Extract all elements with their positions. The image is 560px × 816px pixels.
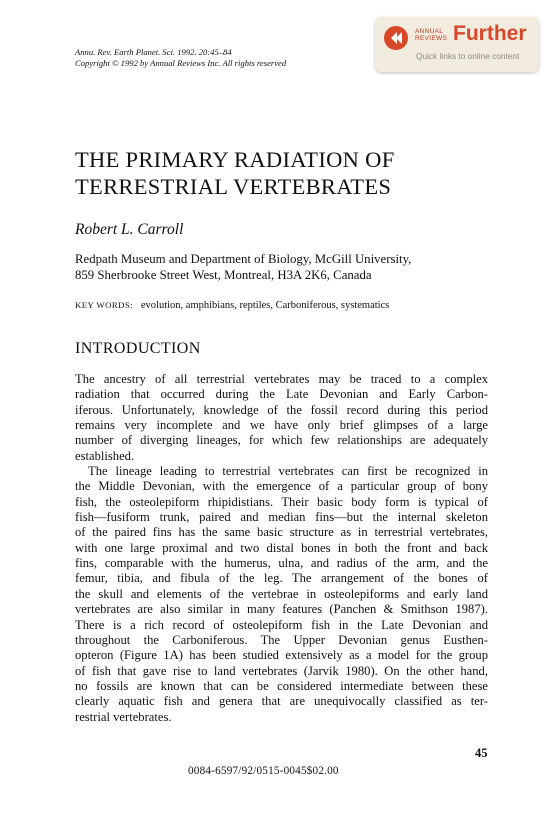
body-line: fish—fusiform trunk, paired and median fins—but the internal skeleton [75,510,488,525]
badge-brand: ANNUAL REVIEWS [415,28,448,42]
body-line: femur, tibia, and fibula of the leg. The arrangement of the bones of [75,571,488,586]
affiliation-line: 859 Sherbrooke Street West, Montreal, H3A 2K6, Canada [75,268,372,282]
affiliation [75,251,411,283]
body-line: of fish that gave rise to land vertebrates (Jarvik 1980). On the other hand, [75,663,488,678]
body-line: the skull and elements of the vertebrae in osteolepiforms and early land [75,586,488,601]
body-line: number of diverging lineages, for which few relationships are adequately [75,433,488,448]
affiliation-line: Redpath Museum and Department of Biology, McGill University, [75,252,412,266]
keywords-label: KEY WORDS: [75,300,134,310]
body-line: fish, the osteolepiform rhipidistians. Their basic body form is typical of [75,494,488,509]
body-line: restrial vertebrates. [75,709,172,724]
body-line: throughout the Carboniferous. The Upper Devonian genus Eusthen- [75,632,488,647]
body-line: There is a rich record of osteolepiform fish in the Late Devonian and [75,617,488,632]
body-line: radiation that occurred during the Late Devonian and Early Carbon- [75,387,488,402]
article-title [75,146,395,200]
author-name: Robert L. Carroll [75,221,184,238]
keywords-value: evolution, amphibians, reptiles, Carboniferous, systematics [140,300,390,311]
title-line: TERRESTRIAL VERTEBRATES [75,174,392,199]
body-line: opteron (Figure 1A) has been studied extensively as a model for the group [75,648,488,663]
footer-code: 0084-6597/92/0515-0045$02.00 [188,765,339,777]
journal-citation: Annu. Rev. Earth Planet. Sci. 1992. 20:45–84 [75,47,232,57]
body-line: vertebrates are also similar in many features (Panchen & Smithson 1987). [75,602,488,617]
body-line: established. [75,448,135,463]
body-line: of the paired fins has the same basic structure as in terrestrial vertebrates, [75,525,488,540]
annual-reviews-logo-icon [384,26,408,50]
body-line: remains very incomplete and we have only brief glimpses of a large [75,418,488,433]
body-line: The ancestry of all terrestrial vertebrates may be traced to a complex [75,372,488,386]
copyright-notice: Copyright © 1992 by Annual Reviews Inc. All rights reserved [75,57,287,68]
badge-subtitle: Quick links to online content [416,51,520,61]
badge-further-label: Further [453,22,527,45]
running-header [75,47,286,68]
section-heading: INTRODUCTION [75,340,201,357]
body-line: clearly aquatic fish and genera that are unequivocally classified as ter- [75,694,488,709]
title-line: THE PRIMARY RADIATION OF [75,147,395,172]
page-number: 45 [475,746,488,760]
body-line: with one large proximal and two distal bones in both the front and back [75,540,488,555]
body-text [75,372,488,725]
body-line: fins, comparable with the humerus, ulna, and radius of the arm, and the [75,556,488,571]
body-line: The lineage leading to terrestrial vertebrates can first be recognized in [88,464,488,479]
body-line: no fossils are known that can be considered intermediate between these [75,678,488,693]
body-line: the Middle Devonian, with the emergence of a particular group of bony [75,479,488,494]
body-line: iferous. Unfortunately, knowledge of the fossil record during this period [75,402,488,417]
further-links-badge[interactable] [375,17,539,72]
keywords [75,300,389,311]
